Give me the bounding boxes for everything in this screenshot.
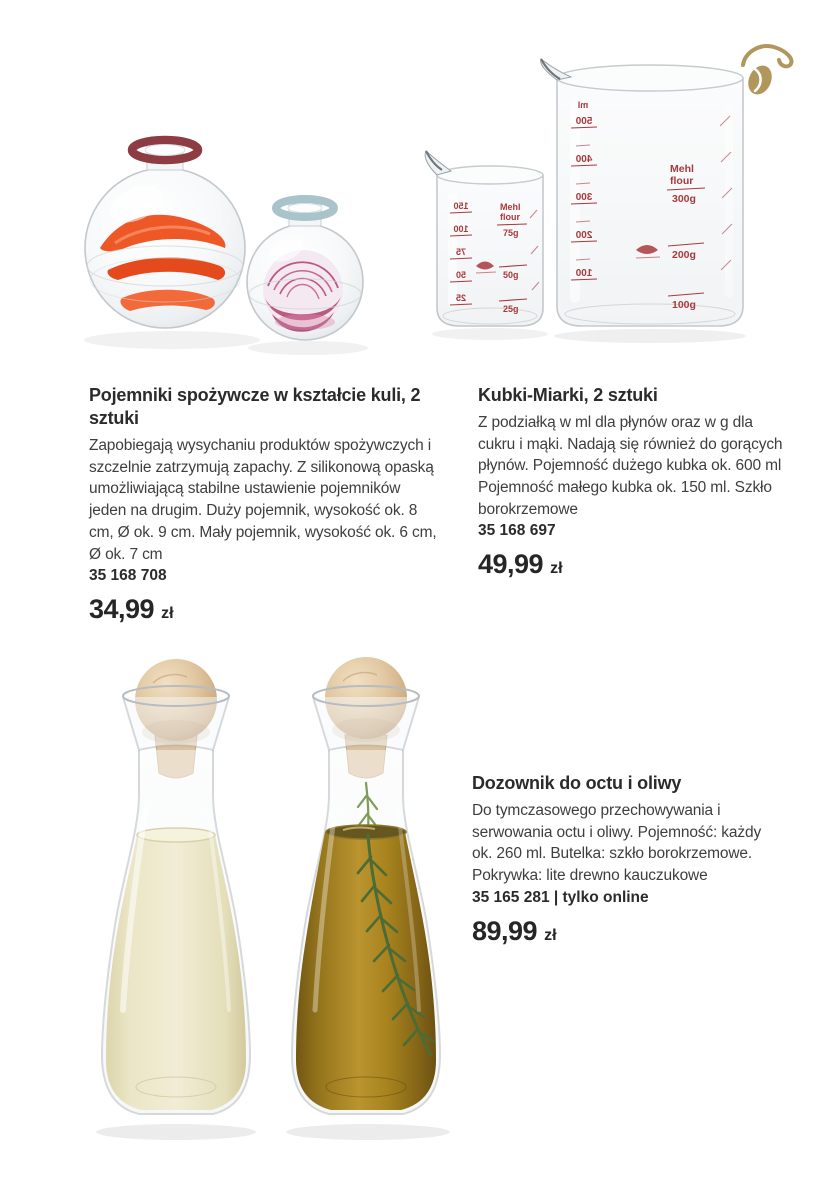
product-info-bottles xyxy=(472,772,780,947)
product-info-cups xyxy=(478,384,783,580)
small-measuring-cup xyxy=(425,151,543,326)
product-description: Z podziałką w ml dla płynów oraz w g dla cukru i mąki. Nadają się również do gorących płynów. Pojemność dużego kubka ok. 600 ml Pojemność małego kubka ok. 150 ml. Szkło borokrzemowe xyxy=(478,414,783,518)
price-currency: zł xyxy=(550,560,563,578)
product-description: Do tymczasowego przechowywania i serwowania octu i oliwy. Pojemność: każdy ok. 260 ml. Butelka: szkło borokrzemowe. Pokrywka: lite drewno kauczukowe xyxy=(472,802,762,885)
logo-swoosh xyxy=(743,46,792,66)
product-title: Dozownik do octu i oliwy xyxy=(472,773,682,793)
svg-text:200: 200 xyxy=(575,230,593,241)
flared-rim xyxy=(123,697,229,750)
shadow xyxy=(432,328,548,340)
product-image-oil-vinegar-dispensers xyxy=(75,635,465,1145)
price-currency: zł xyxy=(544,926,557,944)
svg-text:flour: flour xyxy=(500,212,520,222)
price-amount: 49,99 xyxy=(478,549,544,580)
price-currency: zł xyxy=(161,605,174,623)
shadow xyxy=(286,1124,450,1140)
large-measuring-cup xyxy=(541,59,743,326)
small-sphere-container xyxy=(247,199,363,340)
svg-text:100: 100 xyxy=(453,224,469,234)
svg-text:100g: 100g xyxy=(672,299,696,311)
product-title: Kubki-Miarki, 2 sztuki xyxy=(478,385,658,405)
svg-text:200g: 200g xyxy=(672,249,696,261)
flared-rim xyxy=(313,697,419,750)
large-sphere-container xyxy=(85,140,245,328)
product-price xyxy=(478,549,783,580)
svg-text:50: 50 xyxy=(455,270,467,280)
svg-text:flour: flour xyxy=(670,175,694,187)
price-amount: 89,99 xyxy=(472,915,538,946)
product-price xyxy=(89,594,441,625)
shadow xyxy=(554,329,746,343)
product-sku: 35 168 697 xyxy=(478,522,556,540)
shadow xyxy=(84,331,260,349)
svg-text:75: 75 xyxy=(455,247,467,257)
product-info-spheres xyxy=(89,384,441,625)
product-sku: 35 165 281 | tylko online xyxy=(472,888,649,906)
vinegar-bottle xyxy=(102,659,250,1114)
svg-text:100: 100 xyxy=(575,268,593,279)
liquid-surface xyxy=(137,828,215,842)
svg-text:Mehl: Mehl xyxy=(670,163,694,175)
product-price xyxy=(472,916,780,947)
svg-text:50g: 50g xyxy=(503,270,519,280)
svg-text:75g: 75g xyxy=(503,228,519,238)
svg-text:500: 500 xyxy=(575,116,593,127)
svg-text:ml: ml xyxy=(577,100,589,110)
price-amount: 34,99 xyxy=(89,594,155,625)
product-image-measuring-cups xyxy=(420,58,750,350)
product-description: Zapobiegają wysychaniu produktów spożywczych i szczelnie zatrzymują zapachy. Z silikonową opaską umożliwiającą stabilne ustawienie pojemników jeden na drugim. Duży pojemnik, wysokość ok. 8 cm, Ø ok. 9 cm. Mały pojemnik, wysokość ok. 6 cm, Ø ok. 7 cm xyxy=(89,437,437,563)
svg-text:Mehl: Mehl xyxy=(500,202,521,212)
product-image-food-sphere-containers xyxy=(60,108,400,360)
oil-bottle xyxy=(292,657,440,1114)
svg-text:400: 400 xyxy=(575,154,593,165)
shadow xyxy=(96,1124,256,1140)
product-title: Pojemniki spożywcze w kształcie kuli, 2 sztuki xyxy=(89,385,421,429)
svg-text:25: 25 xyxy=(455,293,467,303)
shadow xyxy=(248,341,368,355)
svg-text:25g: 25g xyxy=(503,304,519,314)
svg-text:150: 150 xyxy=(453,201,469,211)
svg-text:300: 300 xyxy=(575,192,593,203)
product-sku: 35 168 708 xyxy=(89,567,167,585)
svg-text:300g: 300g xyxy=(672,193,696,205)
